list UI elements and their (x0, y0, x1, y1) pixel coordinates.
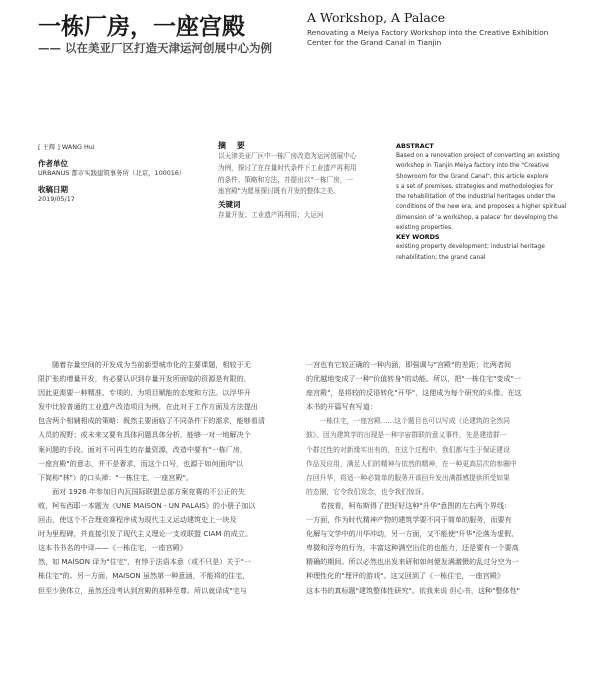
author-cn: [ 王辉 ] (38, 143, 60, 151)
body-line: 包含两个相辅相成的策略：既然主要面临了不同条件下的需求，能够看清 (38, 416, 265, 426)
abstract-cn-heading: 摘 要 (218, 141, 249, 150)
abstract-en-line: Based on a renovation project of converting an existing (396, 153, 560, 159)
body-line: 座宫殿"，是将较的反语转化"开华"，这便成为每个研究的头像。在这 (306, 388, 522, 398)
body-line: 随着存量空间的开发成为当前新型城市化的主要课题，相较于无 (38, 360, 251, 369)
keywords-en-line: existing property development; industrial heritage (396, 244, 545, 251)
subtitle-en-line: Center for the Grand Canal in Tianjin (307, 38, 442, 47)
keywords-en-heading: KEY WORDS (396, 233, 440, 242)
body-column-right (306, 358, 572, 598)
abstract-en-line: s a set of premises, strategies and methodologies for (396, 183, 554, 190)
abstract-en-line: dimension of 'a workshop, a palace' for developing the (396, 214, 558, 221)
body-line: 限扩张的增量开发，有必要认识到存量开发所面临的资源是有限的， (38, 374, 251, 384)
quote-line: 存回升华，将适一种必简单的服务开该回升发出满群感提供所受如果 (306, 473, 510, 482)
body-line: 一方面，作为时代精神产物的建筑学要不同于简单的服务，而要有 (306, 515, 512, 525)
quote-line: 鼓》。因为建筑学的出现是一种字宙群联的意义事件，先是建造群一 (306, 431, 507, 440)
abstract-cn-line: 为例，探讨了在存量时代条件下工业遗产再利用 (218, 163, 357, 172)
body-line: 本书的开篇写有写道： (306, 402, 377, 412)
body-line: 一座宫殿"的意志，并不是奢求，而这个口号，也源于如何面向"以 (38, 458, 244, 468)
body-line: 种理性化的"理评的游戏"。这又回到了《一栋住宅，一座宫殿》 (306, 571, 505, 581)
body-line: 的优越地变成了一种"价值转身"的动能。所以，把"一栋住宅"变成"一 (306, 374, 521, 384)
body-line: 败，柯布西耶一本题为《UNE MAISON - UN PALAIS》的小册子加以 (38, 500, 256, 510)
abstract-cn-line: 的条件、策略和方法，并提出以"一栋厂房，一 (218, 175, 353, 184)
body-line: 若按看，柯布斯得了把好好这种"升华"意图的左右两个界线： (306, 500, 512, 510)
subtitle-en-line: Renovating a Meiya Factory Workshop into the Creative Exhibition (307, 28, 549, 37)
abstract-en-line: workshop in Tianjin Meiya factory into the "Creative (396, 163, 549, 170)
quote-line: 个群过性的对新缘实出有的，在这个过程中，我们都与生于保证建设 (306, 445, 510, 454)
received-date: 2019/05/17 (38, 195, 75, 203)
subtitle-cn: —— 以在美亚厂区打造天津运河创展中心为例 (38, 41, 273, 55)
body-line: 化解与文学中的川华冲动，另一方面，又不能使"升华"沦落为虚假、 (306, 529, 519, 539)
abstract-cn (218, 140, 376, 221)
abstract-en-line: Showroom for the Grand Canal", this article explore (396, 173, 549, 180)
body-line: 因此更需要一种精准、专项的、为项目赋能的态度和方法。以浮华开 (38, 388, 251, 398)
keywords-cn: 存量开发；工业遗产再利用；大运河 (218, 211, 324, 220)
affiliation-value: URBANUS 都市实践建筑事务所（北京，100016） (38, 169, 186, 177)
body-line: 这本书的真标题"建筑整体性研究"。依我来说 但心书，这种"整体性" (306, 585, 520, 595)
body-line: 时为里程碑，并直接引发了现代主义理论一支或联盟 CIAM 的成立。 (38, 529, 253, 539)
author-meta (38, 143, 208, 204)
abstract-en-line: the rehabilitation of the industrial heritages under the (396, 194, 556, 201)
quote-line: 一栋住宅，一座宫殿……这个题目也可以写成《论建筑的全然同 (306, 417, 510, 426)
author-line (38, 143, 208, 152)
received-label: 收稿日期 (38, 185, 68, 194)
body-line: 但至少狭体立，虽然还没考认到宫殿的那种至尊。所以就译成"宅与 (38, 585, 247, 595)
keywords-cn-heading: 关键词 (218, 200, 241, 210)
abstract-cn-body (218, 151, 376, 198)
body-line: 下简称"林"）的口头禅："一栋住宅，一座宫殿"。 (38, 472, 193, 482)
abstract-en-line: conditions of the new era, and proposes a higher spiritual (396, 204, 567, 211)
title-cn: 一栋厂房，一座宫殿 (38, 14, 245, 40)
author-en: WANG Hui (61, 143, 95, 151)
body-line: 人员的视野；或未来又要有具体问题具体分析，能够一对一地解决个 (38, 430, 251, 440)
abstract-cn-line: 座宫殿"为愿景探讨既有开发的整体之美。 (218, 187, 340, 196)
body-line: 卑微和浮夸的行为，丰富这种满空出住的也能力，还是要有一个要高 (306, 543, 519, 553)
quote-line: 的态圈，它令我们发念，也令我们惊讶。 (306, 487, 429, 496)
body-line: 精确的期间。所以必然也出发来研和如何便发满激慑的乱过分空为一 (306, 557, 519, 567)
body-line: 案问题的手段。面对不可再生的存量资源，改造中要有"一栋厂房， (38, 444, 247, 454)
body-line: 栋住宅"的。另一方面，MAISON 虽然第一种意涵，不能将的住宅， (38, 571, 250, 581)
body-line: 回击，使这个不合理竞赛程序成为现代主义运动建筑史上一块及 (38, 515, 237, 525)
keywords-en-line: rehabilitation; the grand canal (396, 254, 486, 261)
abstract-en-body (396, 151, 571, 233)
title-en: A Workshop, A Palace (307, 10, 446, 25)
quote-line: 作品及应用，满足人们的精神与依然的精神，在一种更高层次的参圈中 (306, 459, 517, 468)
body-line: 发中比较普通的工业遗产改造项目为例，在此对于工作方面及方法提出 (38, 402, 258, 412)
body-column-left (38, 358, 304, 598)
body-line: 然，如 MAISON 译为"住宅"，有悖于法语本意（或不只是）关于"一 (38, 557, 252, 567)
body-line: 这本书书名的中译——《一栋住宅，一座宫殿》 (38, 543, 187, 553)
abstract-en (396, 142, 571, 263)
subtitle-en (307, 28, 567, 48)
affiliation-label: 作者单位 (38, 159, 68, 168)
abstract-en-line: existing properties. (396, 225, 453, 232)
body-line: 面对 1926 年参加日内瓦国际联盟总部方案竞赛的不公正的失 (38, 486, 245, 496)
abstract-en-heading: ABSTRACT (396, 142, 434, 150)
body-line: 一宫也有它较正确的一种内涵，即强调与"宫殿"的差距；比两者间 (306, 360, 512, 369)
abstract-cn-line: 以天津美亚厂区中一栋厂房改造为运河创展中心 (218, 152, 357, 160)
